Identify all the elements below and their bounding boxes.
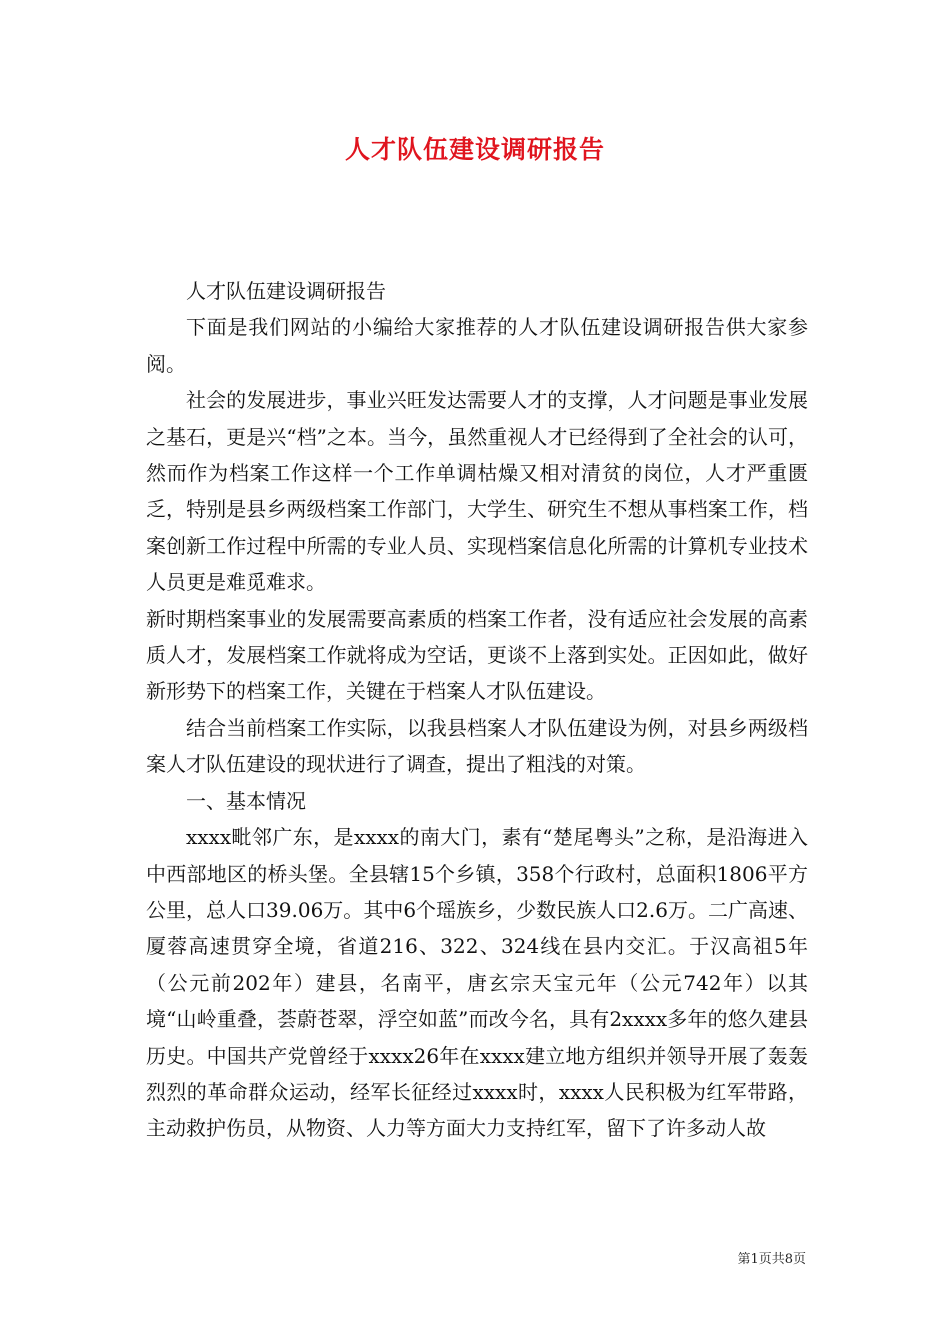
- paragraph-new-era: 新时期档案事业的发展需要高素质的档案工作者，没有适应社会发展的高素质人才，发展档案工作就将成为空话，更谈不上落到实处。正因如此，做好新形势下的档案工作，关键在于档案人才队伍建设。: [146, 606, 808, 704]
- paragraph-subtitle: 人才队伍建设调研报告: [186, 279, 386, 303]
- paragraph-county-overview: xxxx毗邻广东，是xxxx的南大门，素有“楚尾粤头”之称，是沿海进入中西部地区的桥头堡。全县辖15个乡镇，358个行政村，总面积1806平方公里，总人口39.06万。其中6个瑶族乡，少数民族人口2.6万。二广高速、厦蓉高速贯穿全境，省道216、322、324线在县内交汇。于汉高祖5年（公元前202年）建县，名南平，唐玄宗天宝元年（公元742年）以其境“山岭重叠，荟蔚苍翠，浮空如蓝”而改今名，具有2xxxx多年的悠久建县历史。中国共产党曾经于xxxx26年在xxxx建立地方组织并领导开展了轰轰烈烈的革命群众运动，经军长征经过xxxx时，xxxx人民积极为红军带路，主动救护伤员，从物资、人力等方面大力支持红军，留下了许多动人故: [146, 825, 808, 1141]
- document-title: 人才队伍建设调研报告: [344, 135, 605, 164]
- page-footer: 第1页共8页: [737, 1252, 806, 1267]
- paragraph-survey: 结合当前档案工作实际，以我县档案人才队伍建设为例，对县乡两级档案人才队伍建设的现状进行了调查，提出了粗浅的对策。: [146, 715, 808, 777]
- section-heading-basic-situation: 一、基本情况: [186, 788, 306, 813]
- document-body: [146, 273, 808, 1147]
- paragraph-talent-importance: 社会的发展进步，事业兴旺发达需要人才的支撑，人才问题是事业发展之基石，更是兴“档”之本。当今，虽然重视人才已经得到了全社会的认可，然而作为档案工作这样一个工作单调枯燥又相对清贫的岗位，人才严重匮乏，特别是县乡两级档案工作部门，大学生、研究生不想从事档案工作，档案创新工作过程中所需的专业人员、实现档案信息化所需的计算机专业技术人员更是难觅难求。: [146, 388, 808, 595]
- paragraph-intro: 下面是我们网站的小编给大家推荐的人才队伍建设调研报告供大家参阅。: [146, 315, 808, 376]
